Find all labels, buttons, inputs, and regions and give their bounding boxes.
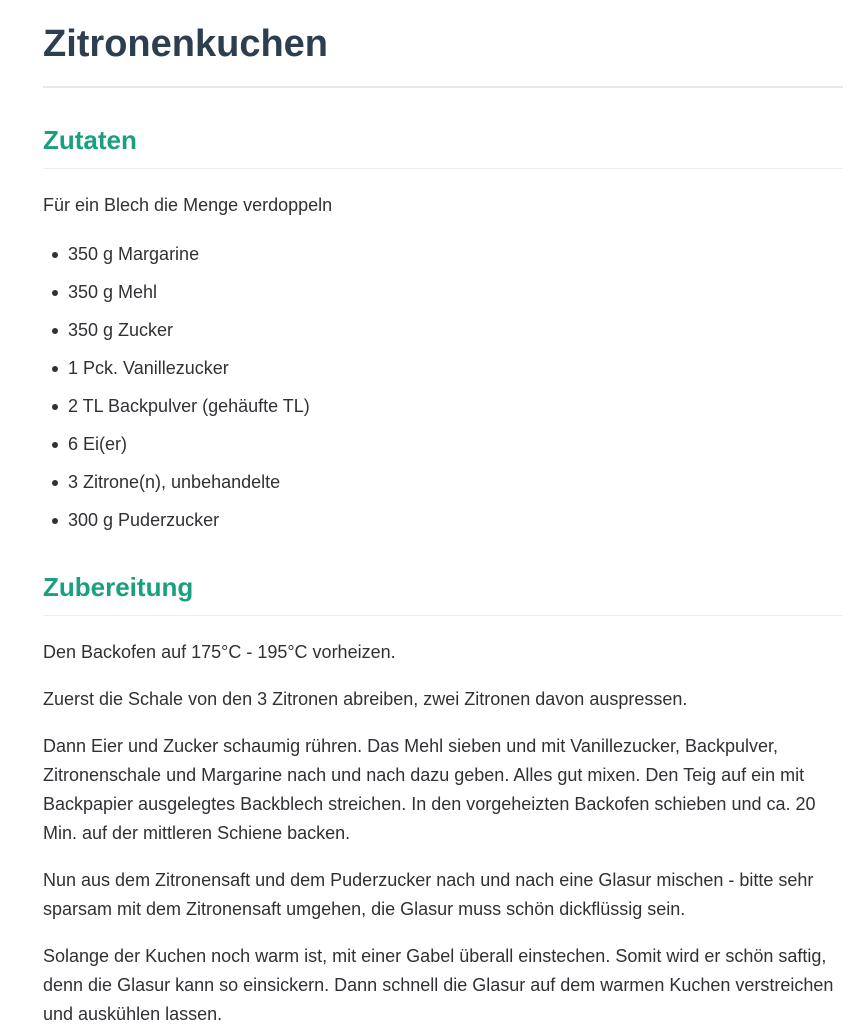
ingredients-heading: Zutaten	[43, 124, 843, 169]
ingredient-text: 6 Ei(er)	[68, 434, 128, 454]
bullet-icon	[52, 252, 58, 258]
bullet-icon	[52, 366, 58, 372]
bullet-icon	[52, 442, 58, 448]
ingredient-item	[43, 349, 843, 387]
ingredient-item	[43, 501, 843, 539]
ingredient-text: 350 g Zucker	[68, 320, 174, 340]
ingredient-text: 350 g Mehl	[68, 282, 158, 302]
recipe-title: Zitronenkuchen	[43, 0, 843, 88]
preparation-step: Zuerst die Schale von den 3 Zitronen abreiben, zwei Zitronen davon auspressen.	[43, 689, 688, 709]
ingredient-text: 3 Zitrone(n), unbehandelte	[68, 472, 281, 492]
ingredient-text: 1 Pck. Vanillezucker	[68, 358, 229, 378]
ingredient-text: 2 TL Backpulver (gehäufte TL)	[68, 396, 310, 416]
bullet-icon	[52, 518, 58, 524]
bullet-icon	[52, 290, 58, 296]
ingredients-note: Für ein Blech die Menge verdoppeln	[43, 195, 333, 215]
preparation-heading: Zubereitung	[43, 571, 843, 616]
bullet-icon	[52, 328, 58, 334]
ingredient-item	[43, 387, 843, 425]
ingredient-text: 350 g Margarine	[68, 244, 200, 264]
ingredient-item	[43, 273, 843, 311]
ingredient-item	[43, 425, 843, 463]
ingredient-text: 300 g Puderzucker	[68, 510, 220, 530]
preparation-step: Den Backofen auf 175°C - 195°C vorheizen.	[43, 642, 396, 662]
bullet-icon	[52, 480, 58, 486]
bullet-icon	[52, 404, 58, 410]
preparation-step: Solange der Kuchen noch warm ist, mit einer Gabel überall einstechen. Somit wird er schön saftig, denn die Glasur kann so einsickern. Dann schnell die Glasur auf dem warmen Kuchen verstreichen und auskühlen lassen.	[43, 946, 834, 1024]
ingredient-item	[43, 311, 843, 349]
preparation-steps	[43, 638, 843, 1029]
preparation-step: Dann Eier und Zucker schaumig rühren. Das Mehl sieben und mit Vanillezucker, Backpulver, Zitronenschale und Margarine nach und nach dazu geben. Alles gut mixen. Den Teig auf ein mit Backpapier ausgelegtes Backblech streichen. In den vorgeheizten Backofen schieben und ca. 20 Min. auf der mittleren Schiene backen.	[43, 736, 816, 843]
ingredients-list	[43, 235, 843, 539]
preparation-step: Nun aus dem Zitronensaft und dem Puderzucker nach und nach eine Glasur mischen - bitte sehr sparsam mit dem Zitronensaft umgehen, die Glasur muss schön dickflüssig sein.	[43, 870, 814, 919]
ingredient-item	[43, 463, 843, 501]
ingredient-item	[43, 235, 843, 273]
